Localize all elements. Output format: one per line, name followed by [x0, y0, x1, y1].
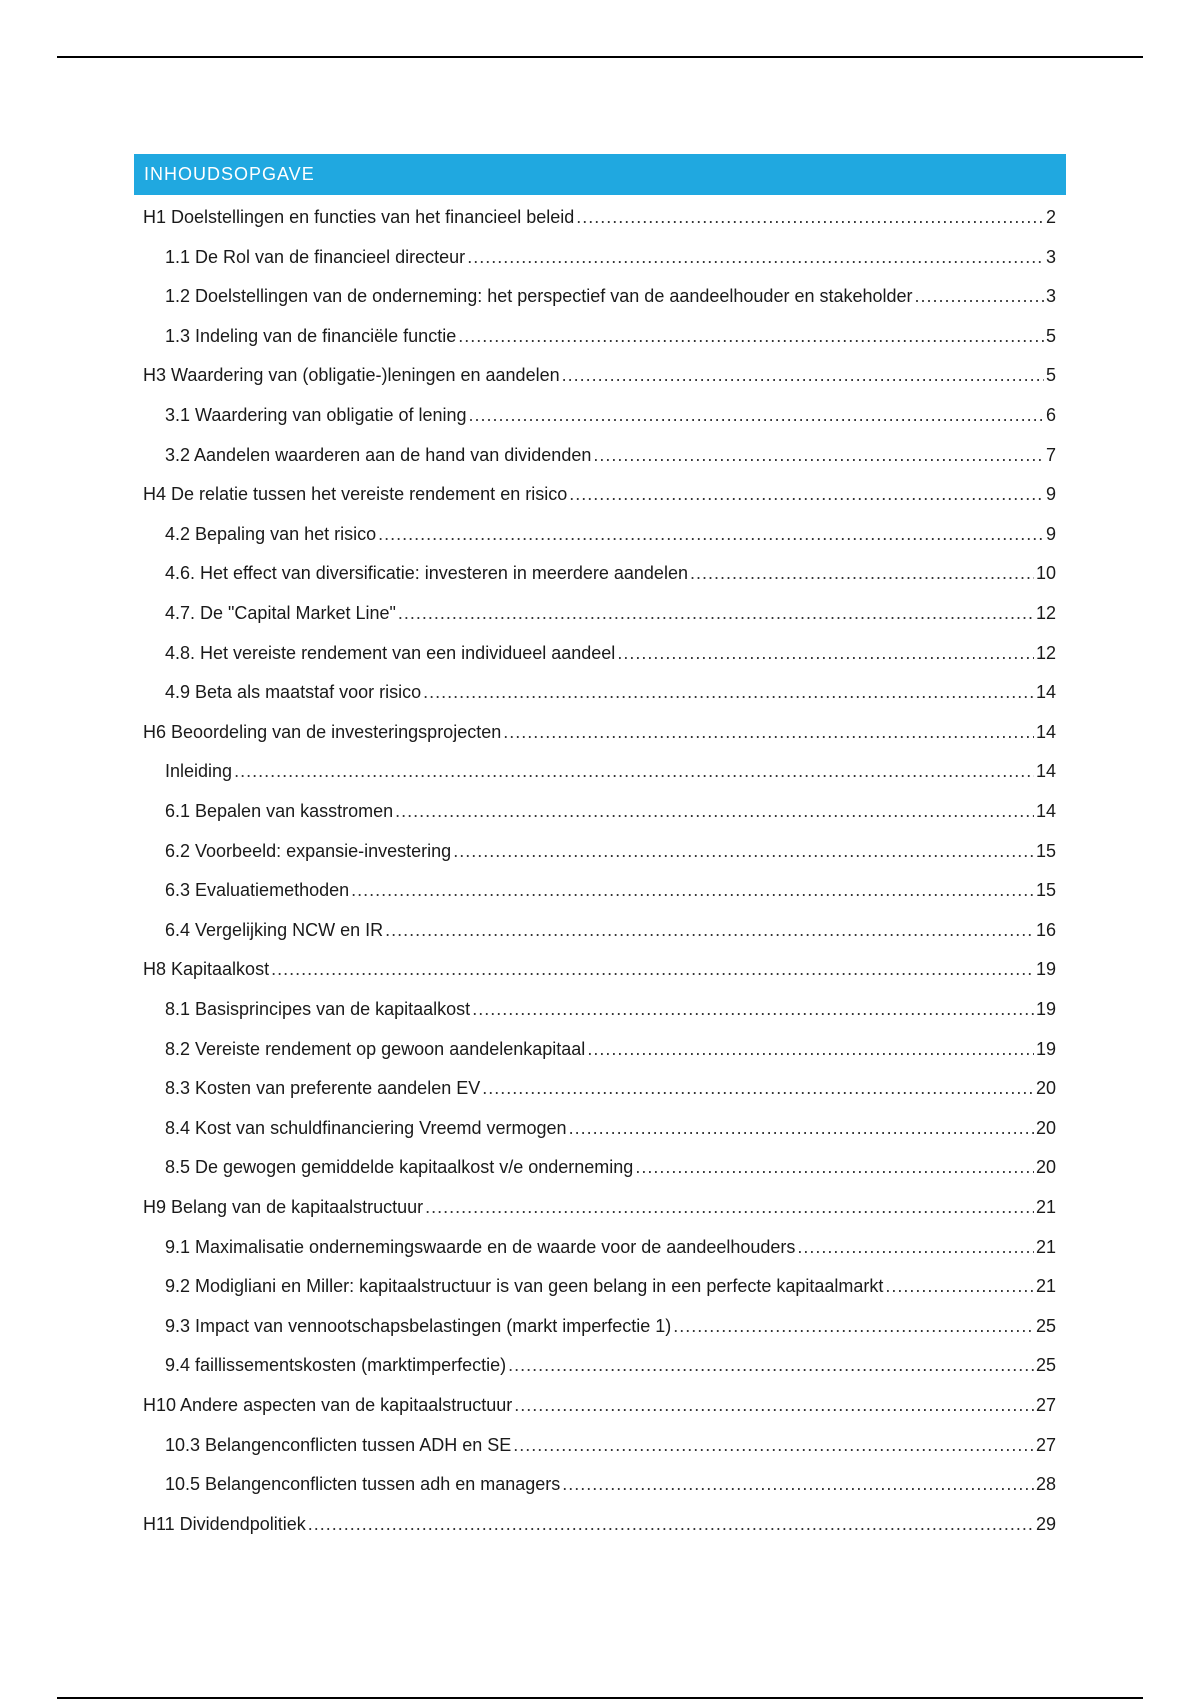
toc-entry-page: 15	[1035, 840, 1056, 861]
toc-section-entry[interactable]	[165, 1316, 1056, 1342]
toc-entry-page: 21	[1035, 1236, 1056, 1257]
toc-dot-leader	[308, 1514, 1034, 1535]
toc-section-entry[interactable]	[165, 1276, 1056, 1302]
toc-dot-leader	[469, 405, 1044, 426]
toc-section-entry[interactable]	[165, 563, 1056, 589]
toc-entry-title: 4.8. Het vereiste rendement van een individueel aandeel	[165, 642, 616, 663]
toc-chapter-entry[interactable]	[143, 1514, 1056, 1540]
toc-entry-title: H1 Doelstellingen en functies van het financieel beleid	[143, 207, 575, 227]
toc-section-entry[interactable]	[165, 1355, 1056, 1381]
toc-entry-page: 12	[1035, 603, 1056, 623]
toc-heading: INHOUDSOPGAVE	[134, 154, 1066, 195]
toc-dot-leader	[467, 247, 1044, 268]
toc-entry-title: 9.4 faillissementskosten (marktimperfectie)	[165, 1355, 507, 1376]
toc-dot-leader	[482, 1078, 1034, 1099]
footer-rule	[57, 1697, 1143, 1699]
toc-chapter-entry[interactable]	[143, 484, 1056, 510]
toc-dot-leader	[351, 880, 1034, 901]
toc-dot-leader	[569, 1118, 1034, 1139]
toc-dot-leader	[915, 286, 1044, 307]
toc-section-entry[interactable]	[165, 1237, 1056, 1263]
toc-entry-page: 19	[1035, 999, 1056, 1019]
toc-dot-leader	[593, 445, 1044, 466]
toc-entry-page: 5	[1045, 365, 1056, 386]
toc-entry-page: 27	[1035, 1434, 1056, 1455]
toc-entry-title: H6 Beoordeling van de investeringsprojecten	[143, 721, 502, 742]
toc-chapter-entry[interactable]	[143, 1395, 1056, 1421]
toc-dot-leader	[453, 841, 1034, 862]
toc-entry-title: 6.3 Evaluatiemethoden	[165, 880, 350, 901]
toc-entry-title: 9.3 Impact van vennootschapsbelastingen (markt imperfectie 1)	[165, 1315, 672, 1336]
toc-entry-page: 14	[1035, 801, 1056, 821]
toc-dot-leader	[385, 920, 1034, 941]
toc-entry-page: 6	[1045, 405, 1056, 425]
toc-entry-title: 8.2 Vereiste rendement op gewoon aandelenkapitaal	[165, 1038, 586, 1059]
toc-dot-leader	[587, 1039, 1034, 1060]
toc-dot-leader	[508, 1355, 1034, 1376]
toc-entry-page: 16	[1035, 919, 1056, 940]
toc-entry-page: 3	[1045, 286, 1056, 307]
toc-section-entry[interactable]	[165, 841, 1056, 867]
toc-dot-leader	[673, 1316, 1034, 1337]
toc-entry-title: H3 Waardering van (obligatie-)leningen en aandelen	[143, 365, 560, 386]
toc-section-entry[interactable]	[165, 1157, 1056, 1183]
toc-dot-leader	[514, 1395, 1034, 1416]
toc-dot-leader	[472, 999, 1034, 1020]
toc-entry-page: 15	[1035, 880, 1056, 901]
toc-dot-leader	[562, 1474, 1034, 1495]
toc-entry-page: 20	[1035, 1117, 1056, 1138]
toc-section-entry[interactable]	[165, 445, 1056, 471]
toc-section-entry[interactable]	[165, 801, 1056, 827]
toc-entry-page: 27	[1035, 1395, 1056, 1415]
toc-chapter-entry[interactable]	[143, 722, 1056, 748]
toc-dot-leader	[234, 761, 1034, 782]
toc-section-entry[interactable]	[165, 682, 1056, 708]
toc-chapter-entry[interactable]	[143, 959, 1056, 985]
toc-entry-page: 5	[1045, 325, 1056, 346]
toc-entry-page: 7	[1045, 444, 1056, 465]
toc-section-entry[interactable]	[165, 1039, 1056, 1065]
toc-section-entry[interactable]	[165, 603, 1056, 629]
toc-entry-title: 4.2 Bepaling van het risico	[165, 523, 377, 544]
toc-dot-leader	[378, 524, 1044, 545]
toc-dot-leader	[271, 959, 1034, 980]
toc-entry-page: 25	[1035, 1355, 1056, 1376]
toc-entry-title: 9.1 Maximalisatie ondernemingswaarde en de waarde voor de aandeelhouders	[165, 1236, 796, 1257]
toc-entry-title: 4.7. De "Capital Market Line"	[165, 603, 396, 623]
toc-entry-page: 21	[1035, 1276, 1056, 1297]
toc-entry-page: 10	[1035, 563, 1056, 584]
toc-entry-title: 4.6. Het effect van diversificatie: investeren in meerdere aandelen	[165, 563, 688, 584]
toc-chapter-entry[interactable]	[143, 365, 1056, 391]
toc-entry-title: H11 Dividendpolitiek	[143, 1513, 306, 1534]
toc-dot-leader	[635, 1157, 1034, 1178]
toc-entry-page: 14	[1035, 682, 1056, 703]
toc-entry-title: 6.2 Voorbeeld: expansie-investering	[165, 840, 452, 861]
toc-dot-leader	[562, 365, 1044, 386]
toc-section-entry[interactable]	[165, 247, 1056, 273]
toc-section-entry[interactable]	[165, 326, 1056, 352]
toc-dot-leader	[395, 801, 1034, 822]
toc-section-entry[interactable]	[165, 761, 1056, 787]
toc-entry-title: H10 Andere aspecten van de kapitaalstructuur	[143, 1395, 513, 1415]
toc-entry-page: 2	[1045, 207, 1056, 227]
toc-entry-title: 1.3 Indeling van de financiële functie	[165, 325, 457, 346]
toc-dot-leader	[513, 1435, 1034, 1456]
header-rule	[57, 56, 1143, 58]
toc-entry-title: 6.1 Bepalen van kasstromen	[165, 801, 394, 821]
toc-entry-title: 8.4 Kost van schuldfinanciering Vreemd vermogen	[165, 1117, 567, 1138]
toc-entry-title: 8.5 De gewogen gemiddelde kapitaalkost v/e onderneming	[165, 1157, 634, 1178]
toc-entry-page: 28	[1035, 1474, 1056, 1495]
toc-entry-page: 19	[1035, 1038, 1056, 1059]
toc-section-entry[interactable]	[165, 524, 1056, 550]
toc-entry-title: 10.3 Belangenconflicten tussen ADH en SE	[165, 1434, 512, 1455]
toc-section-entry[interactable]	[165, 1078, 1056, 1104]
toc-section-entry[interactable]	[165, 1118, 1056, 1144]
toc-dot-leader	[458, 326, 1044, 347]
toc-entry-page: 20	[1035, 1157, 1056, 1178]
toc-dot-leader	[425, 1197, 1034, 1218]
toc-entry-page: 14	[1035, 721, 1056, 742]
toc-entry-title: H8 Kapitaalkost	[143, 959, 270, 980]
toc-dot-leader	[885, 1276, 1034, 1297]
toc-entry-page: 21	[1035, 1197, 1056, 1217]
toc-entry-page: 29	[1035, 1513, 1056, 1534]
toc-entry-title: 8.3 Kosten van preferente aandelen EV	[165, 1078, 481, 1099]
toc-entry-title: 4.9 Beta als maatstaf voor risico	[165, 682, 422, 703]
toc-dot-leader	[569, 484, 1044, 505]
toc-section-entry[interactable]	[165, 880, 1056, 906]
toc-entry-page: 9	[1045, 523, 1056, 544]
toc-entry-title: 8.1 Basisprincipes van de kapitaalkost	[165, 999, 471, 1019]
toc-dot-leader	[617, 643, 1034, 664]
toc-entry-title: 1.2 Doelstellingen van de onderneming: het perspectief van de aandeelhouder en stakeholder	[165, 286, 913, 307]
toc-dot-leader	[423, 682, 1034, 703]
toc-chapter-entry[interactable]	[143, 1197, 1056, 1223]
toc-entry-title: 1.1 De Rol van de financieel directeur	[165, 246, 466, 267]
toc-section-entry[interactable]	[165, 920, 1056, 946]
toc-dot-leader	[398, 603, 1034, 624]
toc-section-entry[interactable]	[165, 643, 1056, 669]
toc-entry-title: H9 Belang van de kapitaalstructuur	[143, 1197, 424, 1217]
toc-entry-title: 6.4 Vergelijking NCW en IR	[165, 919, 384, 940]
toc-dot-leader	[503, 722, 1034, 743]
toc-entry-title: 10.5 Belangenconflicten tussen adh en managers	[165, 1474, 561, 1495]
toc-entry-page: 20	[1035, 1078, 1056, 1099]
toc-entry-page: 3	[1045, 246, 1056, 267]
toc-entry-title: Inleiding	[165, 761, 233, 782]
toc-entry-page: 9	[1045, 484, 1056, 505]
toc-entry-page: 12	[1035, 642, 1056, 663]
toc-section-entry[interactable]	[165, 1435, 1056, 1461]
toc-section-entry[interactable]	[165, 999, 1056, 1025]
toc-section-entry[interactable]	[165, 1474, 1056, 1500]
toc-entry-page: 19	[1035, 959, 1056, 980]
toc-entry-page: 25	[1035, 1315, 1056, 1336]
toc-entry-title: 9.2 Modigliani en Miller: kapitaalstructuur is van geen belang in een perfecte kapitaalmarkt	[165, 1276, 884, 1297]
toc-dot-leader	[797, 1237, 1034, 1258]
toc-entry-title: 3.1 Waardering van obligatie of lening	[165, 405, 467, 425]
table-of-contents	[134, 154, 1066, 1534]
toc-dot-leader	[690, 563, 1034, 584]
toc-section-entry[interactable]	[165, 405, 1056, 431]
toc-entry-title: 3.2 Aandelen waarderen aan de hand van dividenden	[165, 444, 592, 465]
toc-entry-page: 14	[1035, 761, 1056, 782]
toc-section-entry[interactable]	[165, 286, 1056, 312]
toc-chapter-entry[interactable]	[143, 207, 1056, 233]
toc-dot-leader	[576, 207, 1044, 228]
toc-entry-title: H4 De relatie tussen het vereiste rendement en risico	[143, 484, 568, 505]
